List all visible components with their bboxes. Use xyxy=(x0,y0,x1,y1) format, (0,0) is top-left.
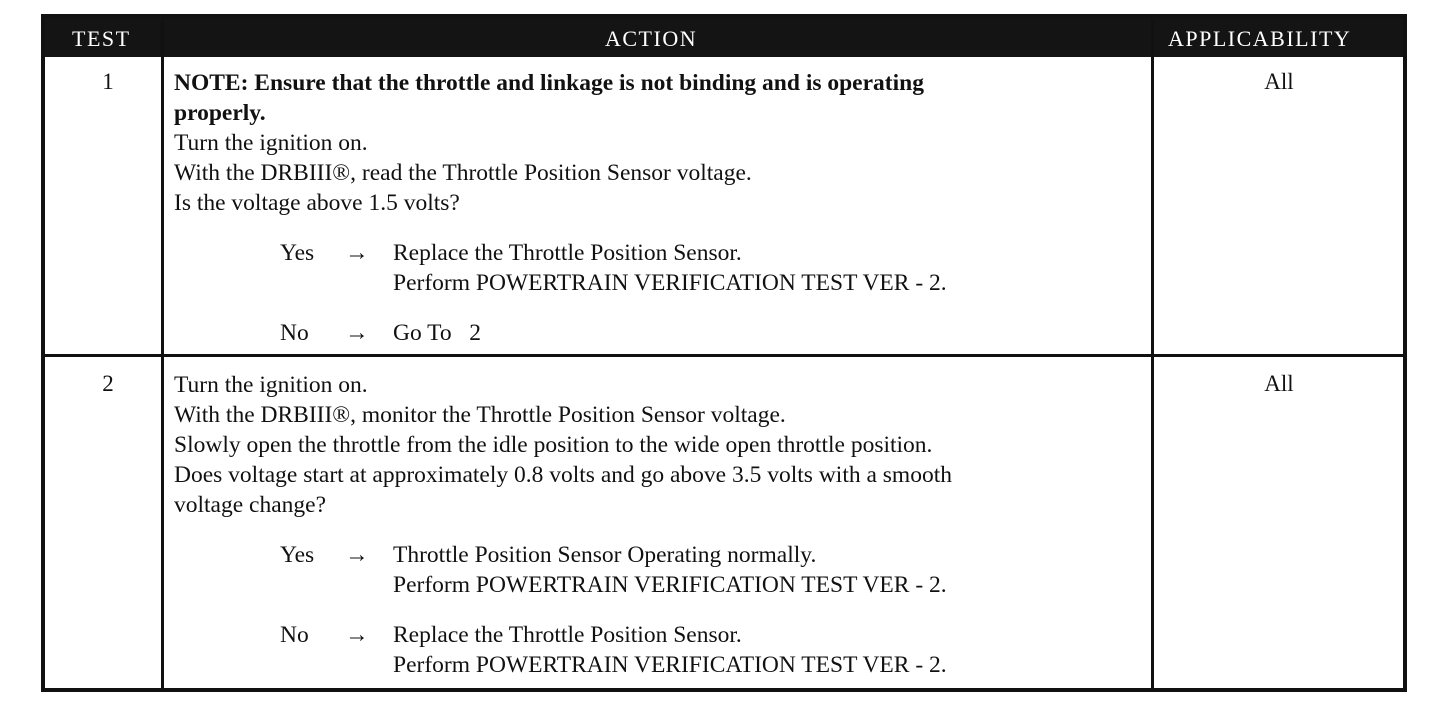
column-divider-test-action xyxy=(161,18,164,688)
note-line-2: properly. xyxy=(174,100,266,126)
yes-result-line: Perform POWERTRAIN VERIFICATION TEST VER - 2. xyxy=(393,270,947,296)
no-label: No xyxy=(280,622,309,648)
yes-result-line: Perform POWERTRAIN VERIFICATION TEST VER - 2. xyxy=(393,572,947,598)
action-line: Turn the ignition on. xyxy=(174,130,368,156)
no-result-line: Go To 2 xyxy=(393,320,482,346)
action-line: Is the voltage above 1.5 volts? xyxy=(174,190,460,216)
applicability-1: All xyxy=(1264,69,1294,94)
no-result-line: Replace the Throttle Position Sensor. xyxy=(393,622,742,648)
action-line: Slowly open the throttle from the idle position to the wide open throttle position. xyxy=(174,432,933,458)
applicability-2: All xyxy=(1264,371,1294,396)
diagnostic-test-table xyxy=(41,14,1407,692)
action-line: Turn the ignition on. xyxy=(174,372,368,398)
action-line: With the DRBIII®, monitor the Throttle Position Sensor voltage. xyxy=(174,402,786,428)
yes-result-line: Throttle Position Sensor Operating normally. xyxy=(393,542,817,568)
table-header xyxy=(45,18,1403,57)
row-divider xyxy=(45,354,1403,357)
column-divider-action-applicability xyxy=(1151,18,1154,688)
action-line: With the DRBIII®, read the Throttle Position Sensor voltage. xyxy=(174,160,752,186)
yes-label: Yes xyxy=(280,542,315,568)
test-number-2: 2 xyxy=(102,371,114,396)
yes-label: Yes xyxy=(280,240,315,266)
header-action: ACTION xyxy=(605,26,698,51)
test-number-1: 1 xyxy=(102,69,114,94)
header-applicability: APPLICABILITY xyxy=(1168,26,1352,51)
no-label: No xyxy=(280,320,309,346)
header-test: TEST xyxy=(72,26,131,51)
no-result-line: Perform POWERTRAIN VERIFICATION TEST VER - 2. xyxy=(393,652,947,678)
action-line: voltage change? xyxy=(174,492,327,518)
action-line: Does voltage start at approximately 0.8 volts and go above 3.5 volts with a smooth xyxy=(174,462,952,488)
note-line-1: NOTE: Ensure that the throttle and linkage is not binding and is operating xyxy=(174,70,924,96)
arrow-right-icon: → xyxy=(345,240,369,266)
arrow-right-icon: → xyxy=(345,542,369,568)
arrow-right-icon: → xyxy=(345,320,369,346)
yes-result-line: Replace the Throttle Position Sensor. xyxy=(393,240,742,266)
arrow-right-icon: → xyxy=(345,622,369,648)
